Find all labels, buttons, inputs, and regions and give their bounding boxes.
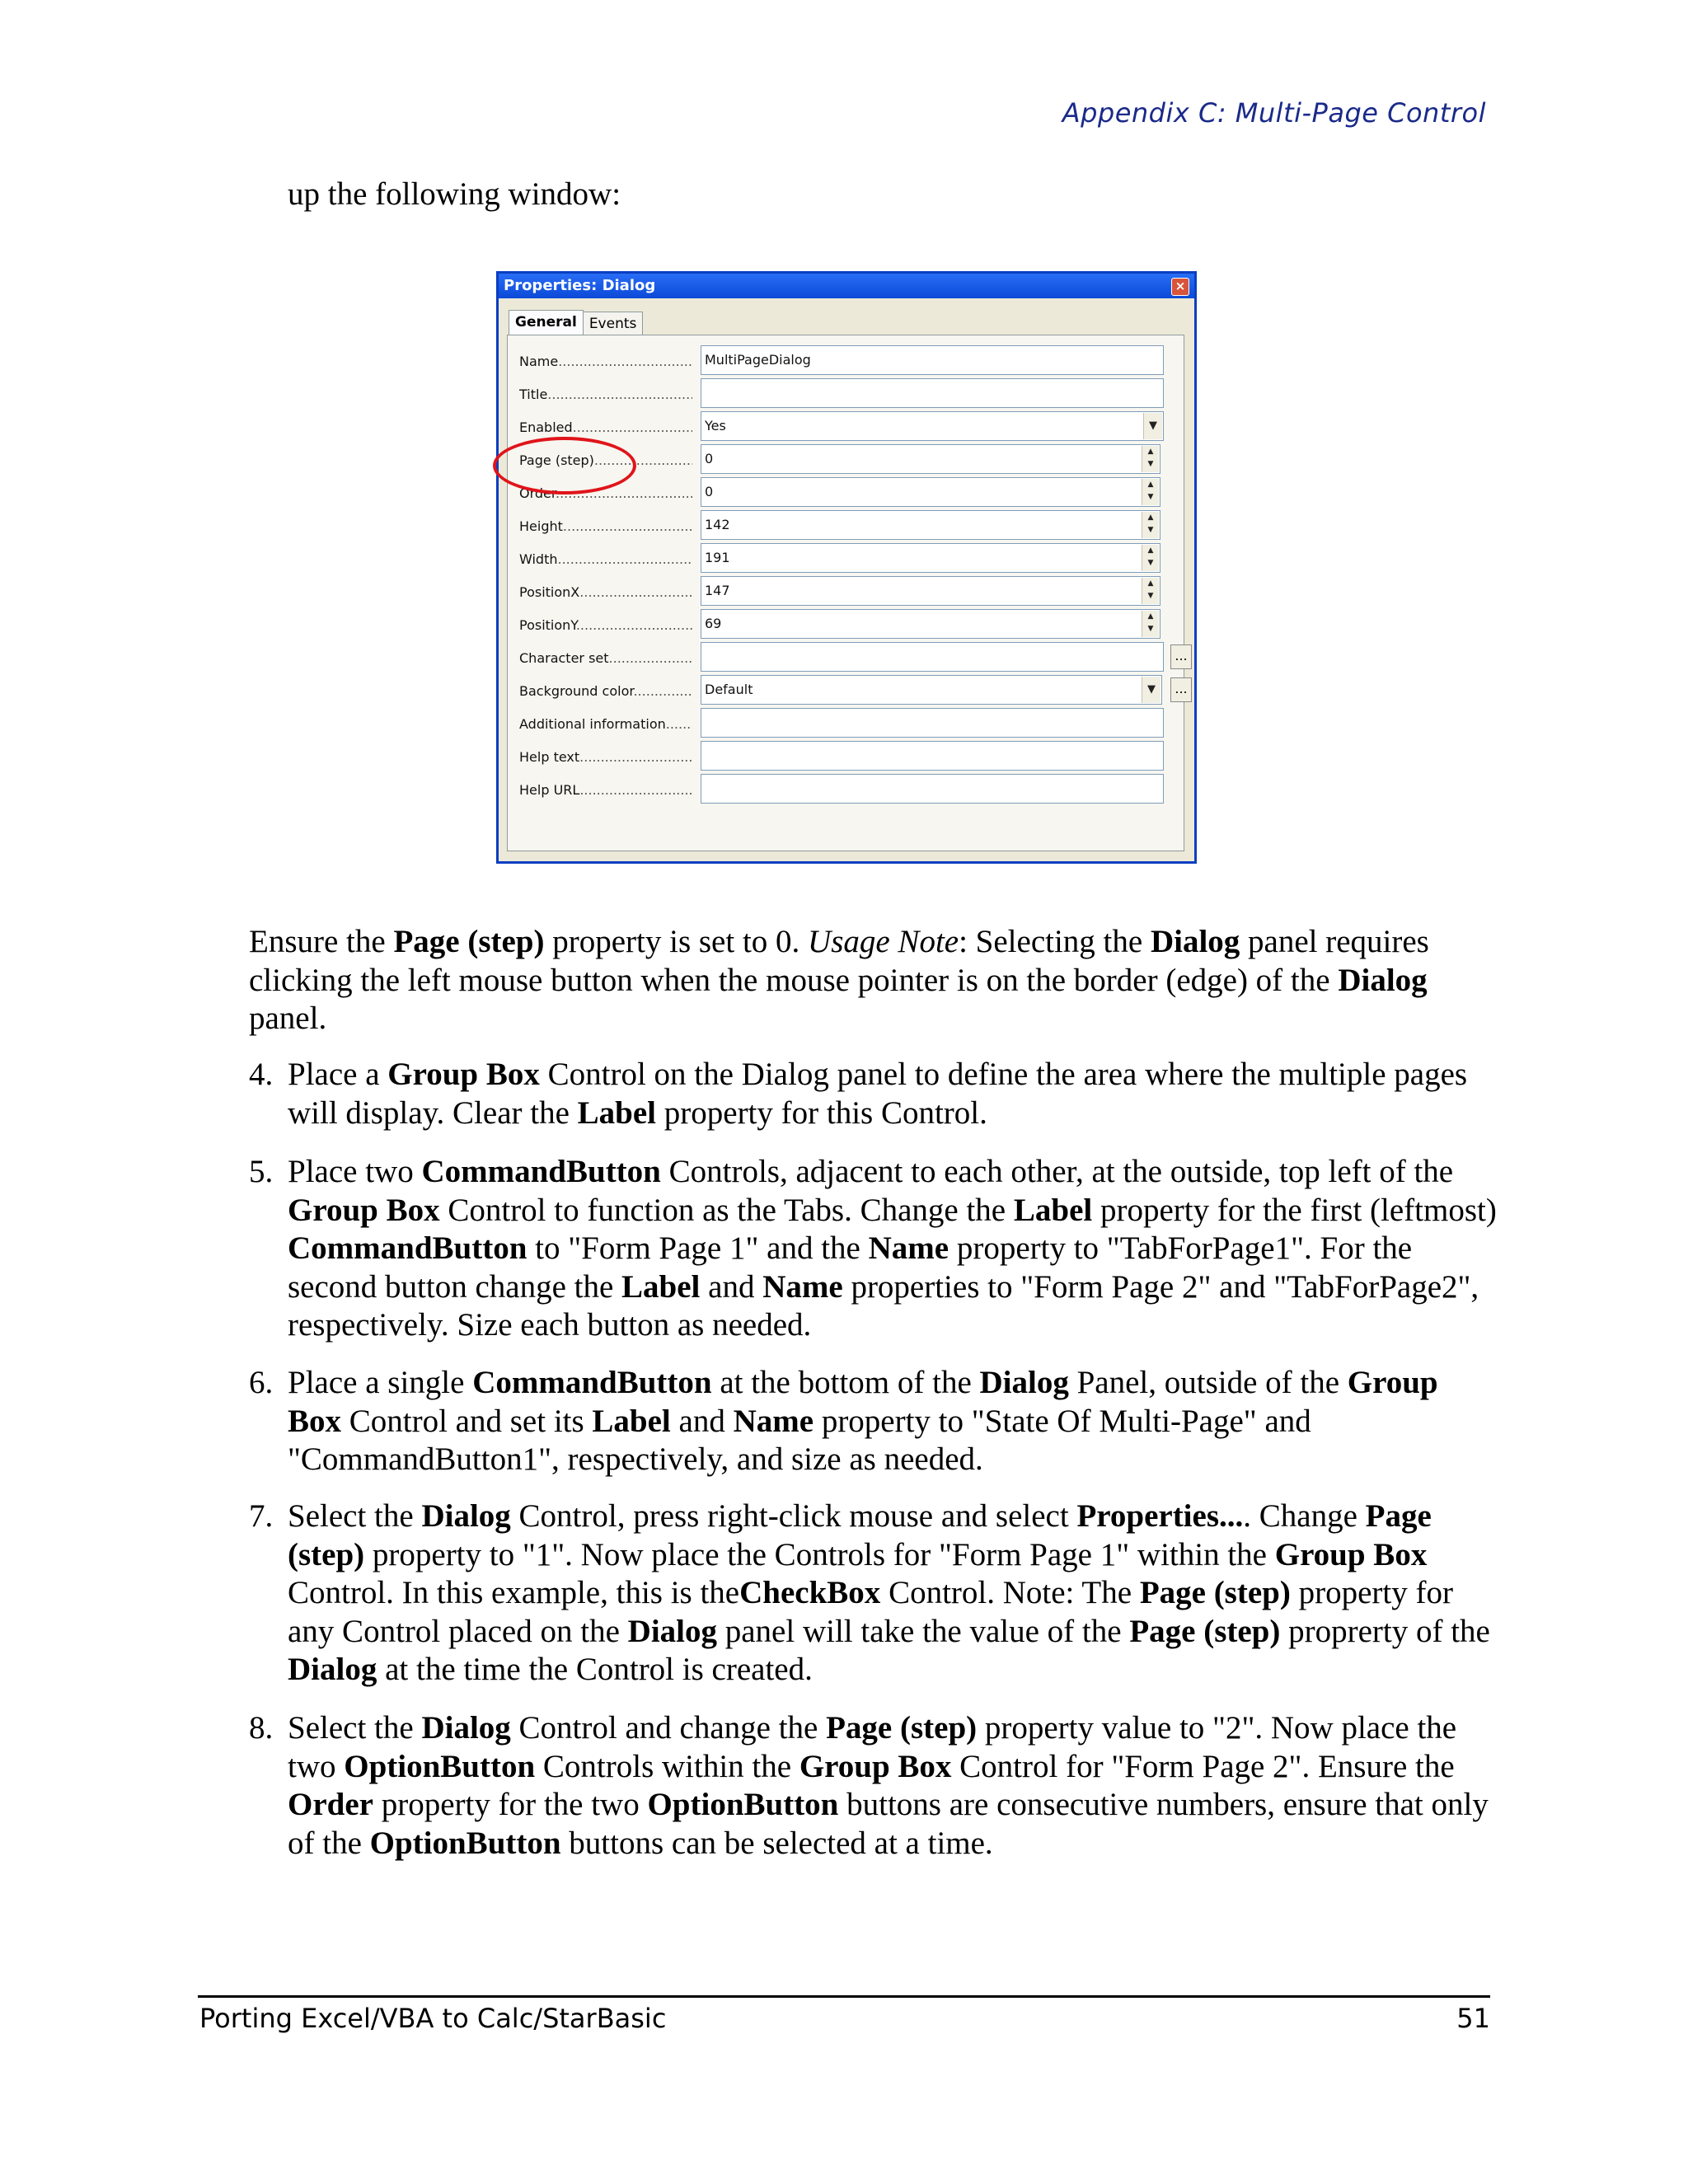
text: Control. Note: The <box>880 1575 1140 1610</box>
text: property to "State Of Multi-Page" and "CommandButton1", respectively, and size as needed. <box>288 1403 1311 1477</box>
prop-field <box>701 708 1164 738</box>
spin-up-icon: ▲ <box>1147 546 1154 555</box>
dialog-tabs <box>509 310 642 335</box>
text: Panel, outside of the <box>1068 1365 1348 1400</box>
prop-label: Background color ..... <box>519 683 692 699</box>
bold-text: Group Box <box>1274 1536 1428 1572</box>
list-item-text <box>288 1056 1499 1132</box>
list-number: 4. <box>249 1057 274 1092</box>
prop-field <box>701 642 1164 672</box>
text: Control. In this example, this is the <box>288 1575 740 1610</box>
ellipsis-button: ... <box>1170 677 1192 702</box>
prop-value: 69 <box>705 616 722 631</box>
tab-general: General <box>509 310 584 335</box>
prop-field <box>701 741 1164 771</box>
footer-divider <box>198 1995 1490 1998</box>
bold-text: Label <box>592 1403 671 1439</box>
text: Place two <box>288 1154 422 1189</box>
text: Place a single <box>288 1365 473 1400</box>
spin-icon <box>1142 611 1159 637</box>
prop-value: Yes <box>705 418 726 434</box>
text: panel will take the value of the <box>717 1613 1130 1649</box>
bold-text: Order <box>288 1787 373 1822</box>
text: Control, press right-click mouse and select <box>510 1498 1077 1534</box>
intro-text: up the following window: <box>288 176 621 212</box>
text: Controls, adjacent to each other, at the outside, top left of the <box>660 1154 1454 1189</box>
text: at the time the Control is created. <box>377 1652 813 1687</box>
bold-text: Dialog <box>421 1498 511 1534</box>
text: buttons are consecutive numbers, ensure that only of the <box>288 1787 1489 1861</box>
prop-spinner <box>701 576 1160 606</box>
text: property value to "2". Now place the two <box>288 1710 1457 1784</box>
properties-panel <box>507 335 1188 851</box>
prop-label: Help URL ..... <box>519 782 692 798</box>
bold-text: Name <box>733 1403 814 1439</box>
dialog-titlebar <box>499 274 1194 298</box>
chevron-down-icon: ▼ <box>1143 413 1162 439</box>
text: Select the <box>288 1498 422 1534</box>
bold-text: OptionButton <box>647 1787 839 1822</box>
text: Control on the Dialog panel to define the area where the multiple pages will display. Clear the <box>288 1057 1468 1131</box>
prop-label: Additional information ..... <box>519 716 692 732</box>
text: Control and set its <box>341 1403 593 1439</box>
text: panel. <box>249 1001 327 1036</box>
text: . Change <box>1243 1498 1366 1534</box>
prop-label: Page (step) ..... <box>519 452 692 468</box>
bold-text: Group Box <box>288 1192 440 1228</box>
prop-label: Help text ..... <box>519 749 692 765</box>
text: properties to "Form Page 2" and "TabForPage2", respectively. Size each button as needed. <box>288 1268 1479 1343</box>
prop-dropdown <box>701 411 1164 441</box>
text: and <box>670 1403 734 1439</box>
list-number: 6. <box>249 1365 274 1400</box>
text: and <box>700 1268 763 1305</box>
text: property to "TabForPage1". For the second button change the <box>288 1230 1413 1305</box>
spin-up-icon: ▲ <box>1147 612 1154 621</box>
text: proprerty of the <box>1280 1613 1490 1649</box>
list-item-text <box>288 1497 1499 1690</box>
prop-spinner <box>701 543 1160 573</box>
prop-value: 0 <box>705 484 714 499</box>
spin-down-icon: ▼ <box>1147 625 1154 633</box>
ellipsis-button: ... <box>1170 644 1192 669</box>
spin-up-icon: ▲ <box>1147 579 1154 588</box>
bold-text: Name <box>868 1230 950 1266</box>
paragraph-usage-note <box>249 923 1493 1038</box>
spin-up-icon: ▲ <box>1147 480 1154 489</box>
spin-down-icon: ▼ <box>1147 526 1154 534</box>
prop-label: Order ..... <box>519 485 692 501</box>
spin-down-icon: ▼ <box>1147 559 1154 567</box>
text: property to "1". Now place the Controls for "Form Page 1" within the <box>364 1536 1275 1572</box>
bold-text: Page (step) <box>393 924 545 959</box>
text: property for any Control placed on the <box>288 1575 1453 1649</box>
bold-text: Group Box <box>387 1057 540 1092</box>
prop-label: Character set ..... <box>519 650 692 666</box>
prop-label: Title ..... <box>519 387 692 402</box>
bold-text: CheckBox <box>739 1575 881 1610</box>
bold-text: CommandButton <box>421 1154 661 1189</box>
prop-field <box>701 774 1164 804</box>
prop-label: Height ..... <box>519 518 692 534</box>
prop-value: Default <box>705 682 753 697</box>
prop-spinner <box>701 510 1160 540</box>
prop-spinner <box>701 609 1160 639</box>
text: Control for "Form Page 2". Ensure the <box>951 1748 1455 1784</box>
list-number: 8. <box>249 1710 274 1746</box>
prop-label: Width ..... <box>519 551 692 567</box>
highlight-circle <box>493 437 636 494</box>
bold-text: Dialog <box>288 1652 377 1687</box>
close-icon: × <box>1171 278 1189 296</box>
text: : Selecting the <box>959 924 1151 959</box>
list-item-text <box>288 1153 1499 1345</box>
list-item-text <box>288 1364 1499 1479</box>
bold-text: Dialog <box>1150 924 1240 959</box>
bold-text: Name <box>762 1268 843 1305</box>
text: property is set to 0. <box>544 924 809 959</box>
spin-up-icon: ▲ <box>1147 513 1154 522</box>
bold-text: Label <box>621 1268 701 1305</box>
bold-text: Page (step) <box>826 1710 978 1746</box>
text: to "Form Page 1" and the <box>527 1230 869 1266</box>
spin-icon <box>1142 512 1159 538</box>
text: at the bottom of the <box>711 1365 980 1400</box>
footer-title: Porting Excel/VBA to Calc/StarBasic <box>199 2003 667 2034</box>
text: Select the <box>288 1710 422 1746</box>
bold-text: CommandButton <box>472 1365 712 1400</box>
spin-icon <box>1142 578 1159 604</box>
italic-text: Usage Note <box>808 924 959 959</box>
bold-text: Page (step) <box>288 1498 1432 1572</box>
bold-text: Label <box>577 1094 657 1131</box>
prop-value: 191 <box>705 550 730 565</box>
bold-text: CommandButton <box>288 1230 528 1266</box>
prop-dropdown <box>701 675 1162 705</box>
prop-value: 0 <box>705 451 714 466</box>
bold-text: Dialog <box>421 1710 511 1746</box>
spin-down-icon: ▼ <box>1147 592 1154 600</box>
bold-text: Group Box <box>288 1365 1438 1439</box>
list-number: 7. <box>249 1498 274 1534</box>
prop-label: Name ..... <box>519 354 692 369</box>
tab-events: Events <box>583 312 644 335</box>
bold-text: Page (step) <box>1139 1575 1291 1610</box>
prop-spinner <box>701 444 1160 474</box>
dialog-title: Properties: Dialog <box>504 277 656 294</box>
spin-down-icon: ▼ <box>1147 460 1154 468</box>
bold-text: Properties... <box>1076 1498 1244 1534</box>
spin-icon <box>1142 446 1159 472</box>
spin-down-icon: ▼ <box>1147 493 1154 501</box>
spin-icon <box>1142 479 1159 505</box>
spin-icon <box>1142 545 1159 571</box>
text: Control and change the <box>510 1710 827 1746</box>
chevron-down-icon: ▼ <box>1142 677 1160 703</box>
bold-text: Label <box>1013 1192 1093 1228</box>
prop-spinner <box>701 477 1160 507</box>
text: property for the first (leftmost) <box>1092 1192 1497 1228</box>
text: Ensure the <box>249 924 394 959</box>
prop-label: PositionX ..... <box>519 584 692 600</box>
bold-text: Dialog <box>979 1365 1069 1400</box>
bold-text: Page (step) <box>1129 1613 1281 1649</box>
prop-value: 142 <box>705 517 730 532</box>
bold-text: OptionButton <box>369 1825 561 1861</box>
prop-label: PositionY ..... <box>519 617 692 633</box>
text: Controls within the <box>535 1748 799 1784</box>
bold-text: Dialog <box>1338 962 1428 998</box>
properties-dialog-screenshot <box>496 271 1197 864</box>
list-item-text <box>288 1709 1499 1863</box>
bold-text: Dialog <box>627 1613 717 1649</box>
spin-up-icon: ▲ <box>1147 448 1154 456</box>
text: property for the two <box>373 1787 648 1822</box>
prop-label: Enabled ..... <box>519 419 692 435</box>
page-number: 51 <box>1456 2003 1490 2034</box>
text: panel requires clicking the left mouse button when the mouse pointer is on the border (edge) of the <box>249 924 1429 998</box>
list-number: 5. <box>249 1154 274 1189</box>
prop-field: MultiPageDialog <box>701 345 1164 375</box>
text: Place a <box>288 1057 388 1092</box>
text: property for this Control. <box>656 1094 987 1131</box>
bold-text: Group Box <box>799 1748 952 1784</box>
text: buttons can be selected at a time. <box>560 1825 993 1861</box>
text: Control to function as the Tabs. Change the <box>439 1192 1014 1228</box>
prop-field <box>701 378 1164 408</box>
page-header: Appendix C: Multi-Page Control <box>1062 97 1486 129</box>
bold-text: OptionButton <box>344 1748 536 1784</box>
prop-value: 147 <box>705 583 730 598</box>
